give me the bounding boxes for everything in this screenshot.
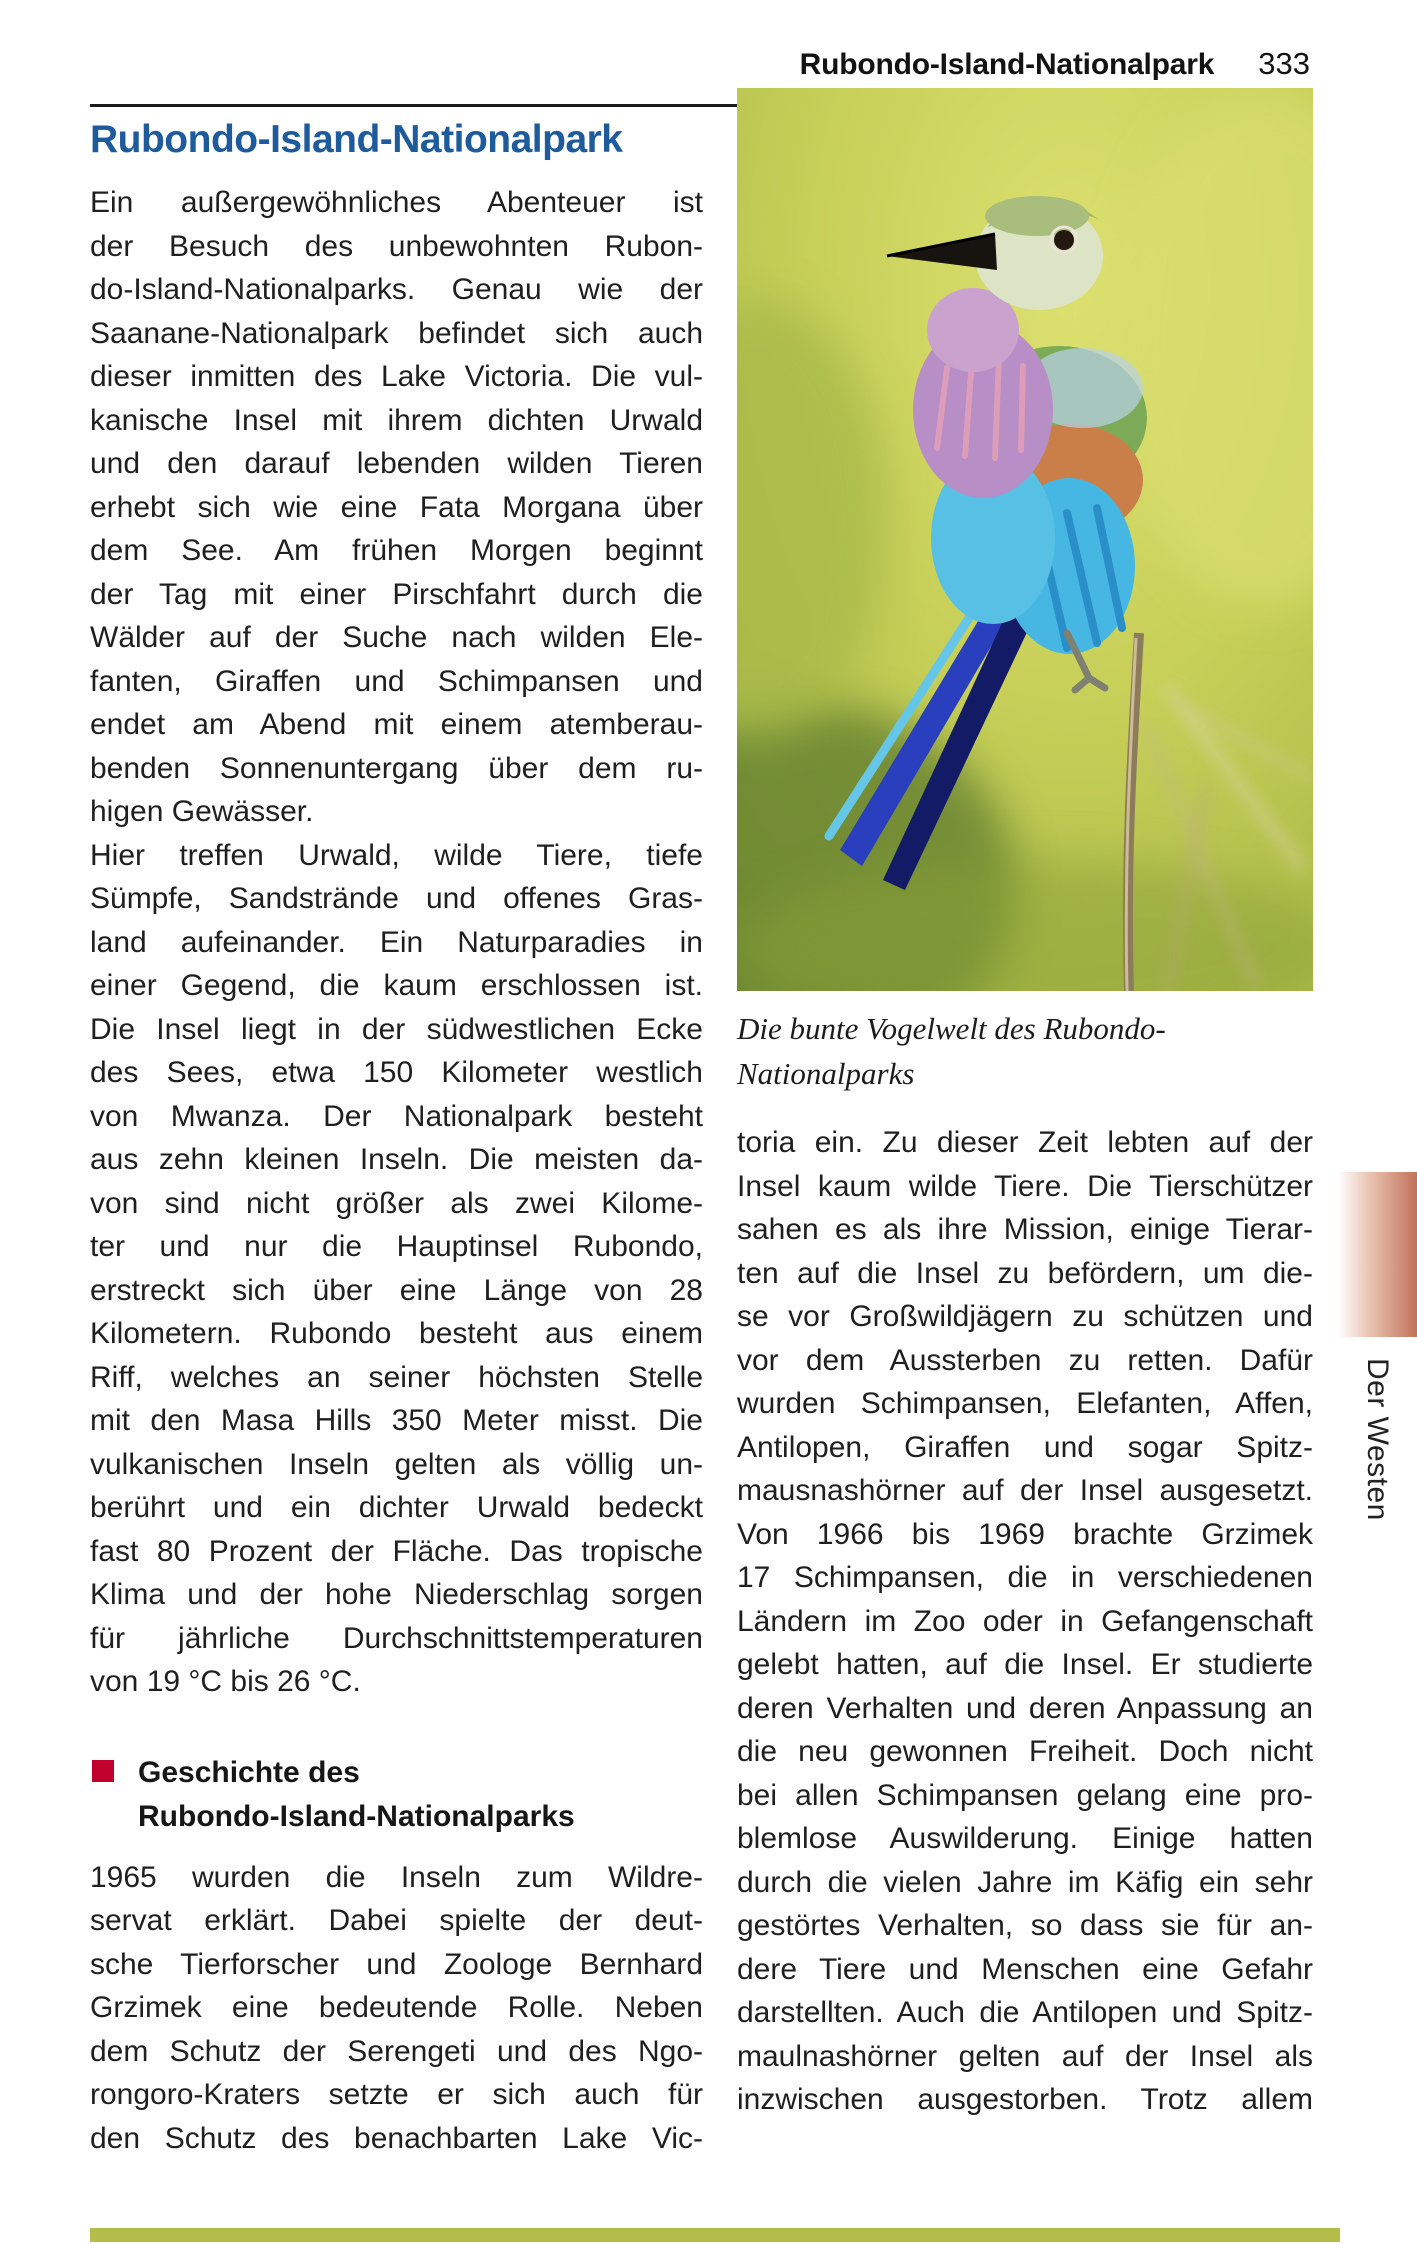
- text-line: mit den Masa Hills 350 Meter misst. Die: [90, 1404, 703, 1437]
- photo-caption: [737, 1006, 1313, 1096]
- subsection-heading: [90, 1751, 703, 1839]
- text-line: den Schutz des benachbarten Lake Vic-: [90, 2121, 703, 2155]
- text-line: vulkanischen Inseln gelten als völlig un-: [90, 1447, 703, 1481]
- text-line: Grzimek eine bedeutende Rolle. Neben: [90, 1991, 703, 2024]
- section-heading: Rubondo-Island-Nationalpark: [90, 118, 623, 161]
- text-line: einer Gegend, die kaum erschlossen ist.: [90, 969, 703, 1002]
- text-line: fast 80 Prozent der Fläche. Das tropische: [90, 1534, 703, 1568]
- text-line: inzwischen ausgestorben. Trotz allem: [737, 2083, 1313, 2116]
- text-line: fanten, Giraffen und Schimpansen und: [90, 664, 703, 698]
- text-line: Wälder auf der Suche nach wilden Ele-: [90, 621, 703, 654]
- text-line: vor dem Aussterben zu retten. Dafür: [737, 1343, 1313, 1377]
- text-line: higen Gewässer.: [90, 795, 314, 828]
- text-line: gestörtes Verhalten, so dass sie für an-: [737, 1909, 1313, 1942]
- text-line: Sümpfe, Sandstrände und offenes Gras-: [90, 882, 703, 915]
- text-line: von 19 °C bis 26 °C.: [90, 1665, 361, 1698]
- text-line: wurden Schimpansen, Elefanten, Affen,: [737, 1387, 1313, 1420]
- text-line: Antilopen, Giraffen und sogar Spitz-: [737, 1430, 1313, 1464]
- text-line: toria ein. Zu dieser Zeit lebten auf der: [737, 1126, 1313, 1159]
- text-line: ter und nur die Hauptinsel Rubondo,: [90, 1230, 703, 1263]
- text-line: sche Tierforscher und Zoologe Bernhard: [90, 1947, 703, 1981]
- text-line: von sind nicht größer als zwei Kilome-: [90, 1186, 703, 1220]
- footer-color-bar: [90, 2228, 1340, 2242]
- paragraph-4: [737, 1121, 1313, 2122]
- text-line: aus zehn kleinen Inseln. Die meisten da-: [90, 1143, 703, 1176]
- subsection-heading-line1: Geschichte des: [138, 1755, 360, 1789]
- text-line: Insel kaum wilde Tiere. Die Tierschützer: [737, 1169, 1313, 1203]
- text-line: für jährliche Durchschnittstemperaturen: [90, 1621, 703, 1655]
- text-line: maulnashörner gelten auf der Insel als: [737, 2039, 1313, 2073]
- text-line: dieser inmitten des Lake Victoria. Die vul-: [90, 360, 703, 393]
- text-line: land aufeinander. Ein Naturparadies in: [90, 925, 703, 959]
- text-line: Die Insel liegt in der südwestlichen Ecke: [90, 1012, 703, 1046]
- text-line: des Sees, etwa 150 Kilometer westlich: [90, 1056, 703, 1089]
- text-line: rongoro-Kraters setzte er sich auch für: [90, 2078, 703, 2111]
- lilac-breasted-roller-illustration: [737, 88, 1313, 991]
- text-line: Klima und der hohe Niederschlag sorgen: [90, 1578, 703, 1611]
- left-column: [90, 118, 703, 2160]
- text-line: Riff, welches an seiner höchsten Stelle: [90, 1360, 703, 1394]
- text-line: die neu gewonnen Freiheit. Doch nicht: [737, 1735, 1313, 1768]
- bird-photo: [737, 88, 1313, 991]
- text-line: Saanane-Nationalpark befindet sich auch: [90, 316, 703, 350]
- text-line: erhebt sich wie eine Fata Morgana über: [90, 490, 703, 524]
- text-line: blemlose Auswilderung. Einige hatten: [737, 1822, 1313, 1855]
- page-number: 333: [1258, 46, 1310, 81]
- paragraph-2: [90, 834, 703, 1704]
- paragraph-1: [90, 181, 703, 834]
- text-line: berührt und ein dichter Urwald bedeckt: [90, 1491, 703, 1524]
- text-line: gelebt hatten, auf die Insel. Er studierte: [737, 1648, 1313, 1681]
- text-line: dem See. Am frühen Morgen beginnt: [90, 534, 703, 567]
- text-line: do-Island-Nationalparks. Genau wie der: [90, 273, 703, 306]
- text-line: servat erklärt. Dabei spielte der deut-: [90, 1904, 703, 1937]
- text-line: Hier treffen Urwald, wilde Tiere, tiefe: [90, 838, 703, 872]
- text-line: endet am Abend mit einem atemberau-: [90, 708, 703, 741]
- photo-caption-line2: Nationalparks: [737, 1056, 915, 1091]
- right-column: [737, 1121, 1313, 2122]
- text-line: benden Sonnenuntergang über dem ru-: [90, 751, 703, 785]
- subsection-heading-line2: Rubondo-Island-Nationalparks: [138, 1799, 575, 1833]
- running-head: [90, 46, 1310, 86]
- text-line: Von 1966 bis 1969 brachte Grzimek: [737, 1517, 1313, 1551]
- text-line: Ländern im Zoo oder in Gefangenschaft: [737, 1604, 1313, 1638]
- text-line: dere Tiere und Menschen eine Gefahr: [737, 1952, 1313, 1986]
- text-line: dem Schutz der Serengeti und des Ngo-: [90, 2034, 703, 2068]
- text-line: ten auf die Insel zu befördern, um die-: [737, 1256, 1313, 1290]
- text-line: durch die vielen Jahre im Käfig ein sehr: [737, 1865, 1313, 1899]
- text-line: sahen es als ihre Mission, einige Tierar-: [737, 1213, 1313, 1246]
- text-line: bei allen Schimpansen gelang eine pro-: [737, 1778, 1313, 1812]
- text-line: der Besuch des unbewohnten Rubon-: [90, 229, 703, 263]
- text-line: der Tag mit einer Pirschfahrt durch die: [90, 577, 703, 611]
- chapter-tab: [1338, 1172, 1417, 1337]
- text-line: von Mwanza. Der Nationalpark besteht: [90, 1099, 703, 1133]
- text-line: mausnashörner auf der Insel ausgesetzt.: [737, 1474, 1313, 1507]
- text-line: Kilometern. Rubondo besteht aus einem: [90, 1317, 703, 1350]
- text-line: erstreckt sich über eine Länge von 28: [90, 1273, 703, 1307]
- text-line: darstellten. Auch die Antilopen und Spitz-: [737, 1996, 1313, 2029]
- photo-caption-line1: Die bunte Vogelwelt des Rubondo-: [737, 1011, 1166, 1046]
- text-line: kanische Insel mit ihrem dichten Urwald: [90, 403, 703, 437]
- chapter-tab-label: Der Westen: [1361, 1358, 1394, 1521]
- red-square-bullet-icon: [92, 1760, 114, 1782]
- text-line: 17 Schimpansen, die in verschiedenen: [737, 1561, 1313, 1594]
- text-line: deren Verhalten und deren Anpassung an: [737, 1691, 1313, 1725]
- paragraph-3: [90, 1856, 703, 2161]
- text-line: Ein außergewöhnliches Abenteuer ist: [90, 186, 703, 219]
- text-line: se vor Großwildjägern zu schützen und: [737, 1300, 1313, 1333]
- text-line: 1965 wurden die Inseln zum Wildre-: [90, 1860, 703, 1894]
- text-line: und den darauf lebenden wilden Tieren: [90, 447, 703, 480]
- running-head-title: Rubondo-Island-Nationalpark: [799, 48, 1215, 81]
